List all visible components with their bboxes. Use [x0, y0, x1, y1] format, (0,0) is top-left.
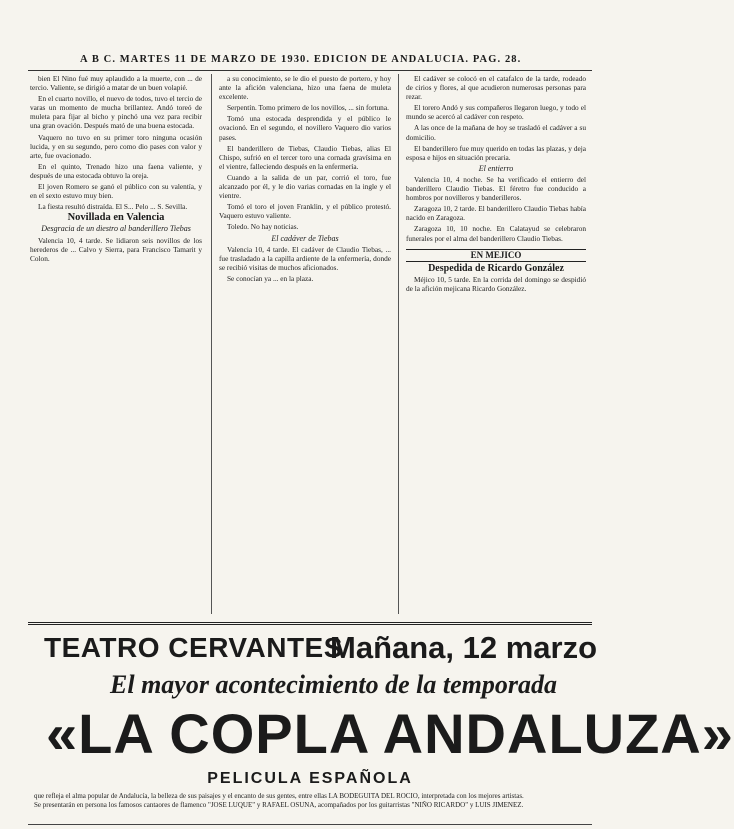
ad-description — [34, 792, 586, 809]
box-text: Méjico 10, 5 tarde. En la corrida del domingo se despidió de la afición mejicana Ricardo González. — [406, 274, 586, 293]
ad-film-kind: PELICULA ESPAÑOLA — [207, 770, 413, 787]
bottom-rule — [28, 824, 592, 825]
col1-paragraph: La fiesta resultó distraída. El S... Pelo ... S. Sevilla. — [38, 202, 188, 212]
section-title-novillada: Novillada en Valencia — [67, 212, 165, 224]
col3-paragraph: El banderillero fue muy querido en todas las plazas, y deja esposa e hijos en situación precaria. — [406, 143, 586, 162]
col2-paragraph: Toledo. No hay noticias. — [227, 222, 299, 232]
advertisement-border — [28, 622, 592, 625]
ad-film-title: «LA COPLA ANDALUZA» — [46, 702, 734, 765]
col1-paragraph: En el quinto, Trenado hizo una faena valiente, y después de una estocada obtuvo la oreja. — [30, 161, 202, 180]
section-head-cadaver: El cadáver de Tiebas — [271, 233, 339, 243]
section-head-entierro: El entierro — [478, 163, 514, 173]
box-subtitle-despedida: Despedida de Ricardo González — [428, 262, 564, 274]
col2-paragraph: El banderillero de Tiebas, Claudio Tiebas, alias El Chispo, sufrió en el tercer toro una cornada gravísima en el vientre, falleciendo después en la enfermería. — [219, 143, 391, 171]
col2-paragraph: a su conocimiento, se le dio el puesto de portero, y hoy ante la afición valenciana, hizo una faena de muleta excelente. — [219, 74, 391, 102]
header-rule — [28, 70, 592, 71]
col2-section-paragraph: Valencia 10, 4 tarde. El cadáver de Claudio Tiebas, ... fue trasladado a la capilla ardiente de la enfermería, donde se recibió visitas de muchos aficionados. — [219, 244, 391, 272]
col1-section-paragraph: Valencia 10, 4 tarde. Se lidiaron seis novillos de los herederos de ... Calvo y Sierra, para Francisco Tamarit y Colon. — [30, 235, 202, 263]
col3-paragraph: El cadáver se colocó en el catafalco de la tarde, rodeado de cirios y flores, al que acudieron numerosas personas para rezar. — [406, 74, 586, 102]
column-rule — [398, 74, 399, 614]
column-2 — [219, 74, 391, 614]
box-title-mejico: EN MEJICO — [406, 249, 586, 262]
col1-paragraph: bien El Nino fué muy aplaudido a la muerte, con ... de tercio. Valiente, se dirigió a matar de un buen volapié. — [30, 74, 202, 93]
ad-date: Mañana, 12 marzo — [330, 630, 598, 665]
col1-paragraph: Vaquero no tuvo en su primer toro ninguna ocasión lucida, y en su segundo, pero como dio pases con valor y arte, fue ovacionado. — [30, 132, 202, 160]
section-subtitle-novillada: Desgracia de un diestro al banderillero Tiebas — [41, 224, 191, 234]
col1-paragraph: El joven Romero se ganó el público con su valentía, y en el sexto estuvo muy bien. — [30, 182, 202, 201]
col2-paragraph: Serpentín. Tomo primero de los novillos, ... sin fortuna. — [227, 103, 389, 113]
col3-section-paragraph: Zaragoza 10, 2 tarde. El banderillero Claudio Tiebas había nacido en Zaragoza. — [406, 204, 586, 223]
col2-section-paragraph: Se conocían ya ... en la plaza. — [227, 273, 314, 283]
col3-paragraph: El torero Andó y sus compañeros llegaron luego, y todo el mundo se acercó al cadáver con respeto. — [406, 103, 586, 122]
col2-paragraph: Tomó el toro el joven Franklin, y el público protestó. Vaquero estuvo valiente. — [219, 202, 391, 221]
page-header: A B C. MARTES 11 DE MARZO DE 1930. EDICION DE ANDALUCIA. PAG. 28. — [80, 54, 522, 65]
ad-theatre-name: TEATRO CERVANTES — [44, 632, 343, 663]
column-rule — [211, 74, 212, 614]
col2-paragraph: Tomó una estocada desprendida y el público le ovacionó. En el segundo, el novillero Vaquero dio varios pases. — [219, 114, 391, 142]
column-3 — [406, 74, 586, 614]
col3-section-paragraph: Valencia 10, 4 noche. Se ha verificado el entierro del banderillero Claudio Tiebas. El féretro fue conducido a hombros por novilleros y banderilleros. — [406, 174, 586, 203]
col1-paragraph: En el cuarto novillo, el nuevo de todos, tuvo el tercio de varas un momento de mucha brillantez. Andó toreó de muleta para fijar al bicho y pinchó una vez para recibir una gran ovación. Después mató de una buena estocada. — [30, 94, 202, 131]
ad-description-line: que refleja el alma popular de Andalucía, la belleza de sus paisajes y el encanto de sus gentes, entre ellas LA BODEGUITA DEL ROCIO, interpretada con los mejores artistas. — [34, 792, 524, 800]
ad-subtitle: El mayor acontecimiento de la temporada — [110, 670, 558, 699]
ad-description-line: Se presentarán en persona los famosos cantaores de flamenco "JOSE LUQUE" y RAFAEL OSUNA, acompañados por los guitarristas "NIÑO RICARDO" y LUIS JIMENEZ. — [34, 800, 524, 809]
col2-paragraph: Cuando a la salida de un par, corrió el toro, fue alcanzado por él, y le dio varias cornadas en la ingle y el vientre. — [219, 172, 391, 201]
col3-paragraph: A las once de la mañana de hoy se trasladó el cadáver a su domicilio. — [406, 123, 586, 142]
column-1 — [30, 74, 202, 614]
col3-section-paragraph: Zaragoza 10, 10 noche. En Calatayud se celebraron funerales por el alma del banderillero Claudio Tiebas. — [406, 224, 586, 243]
